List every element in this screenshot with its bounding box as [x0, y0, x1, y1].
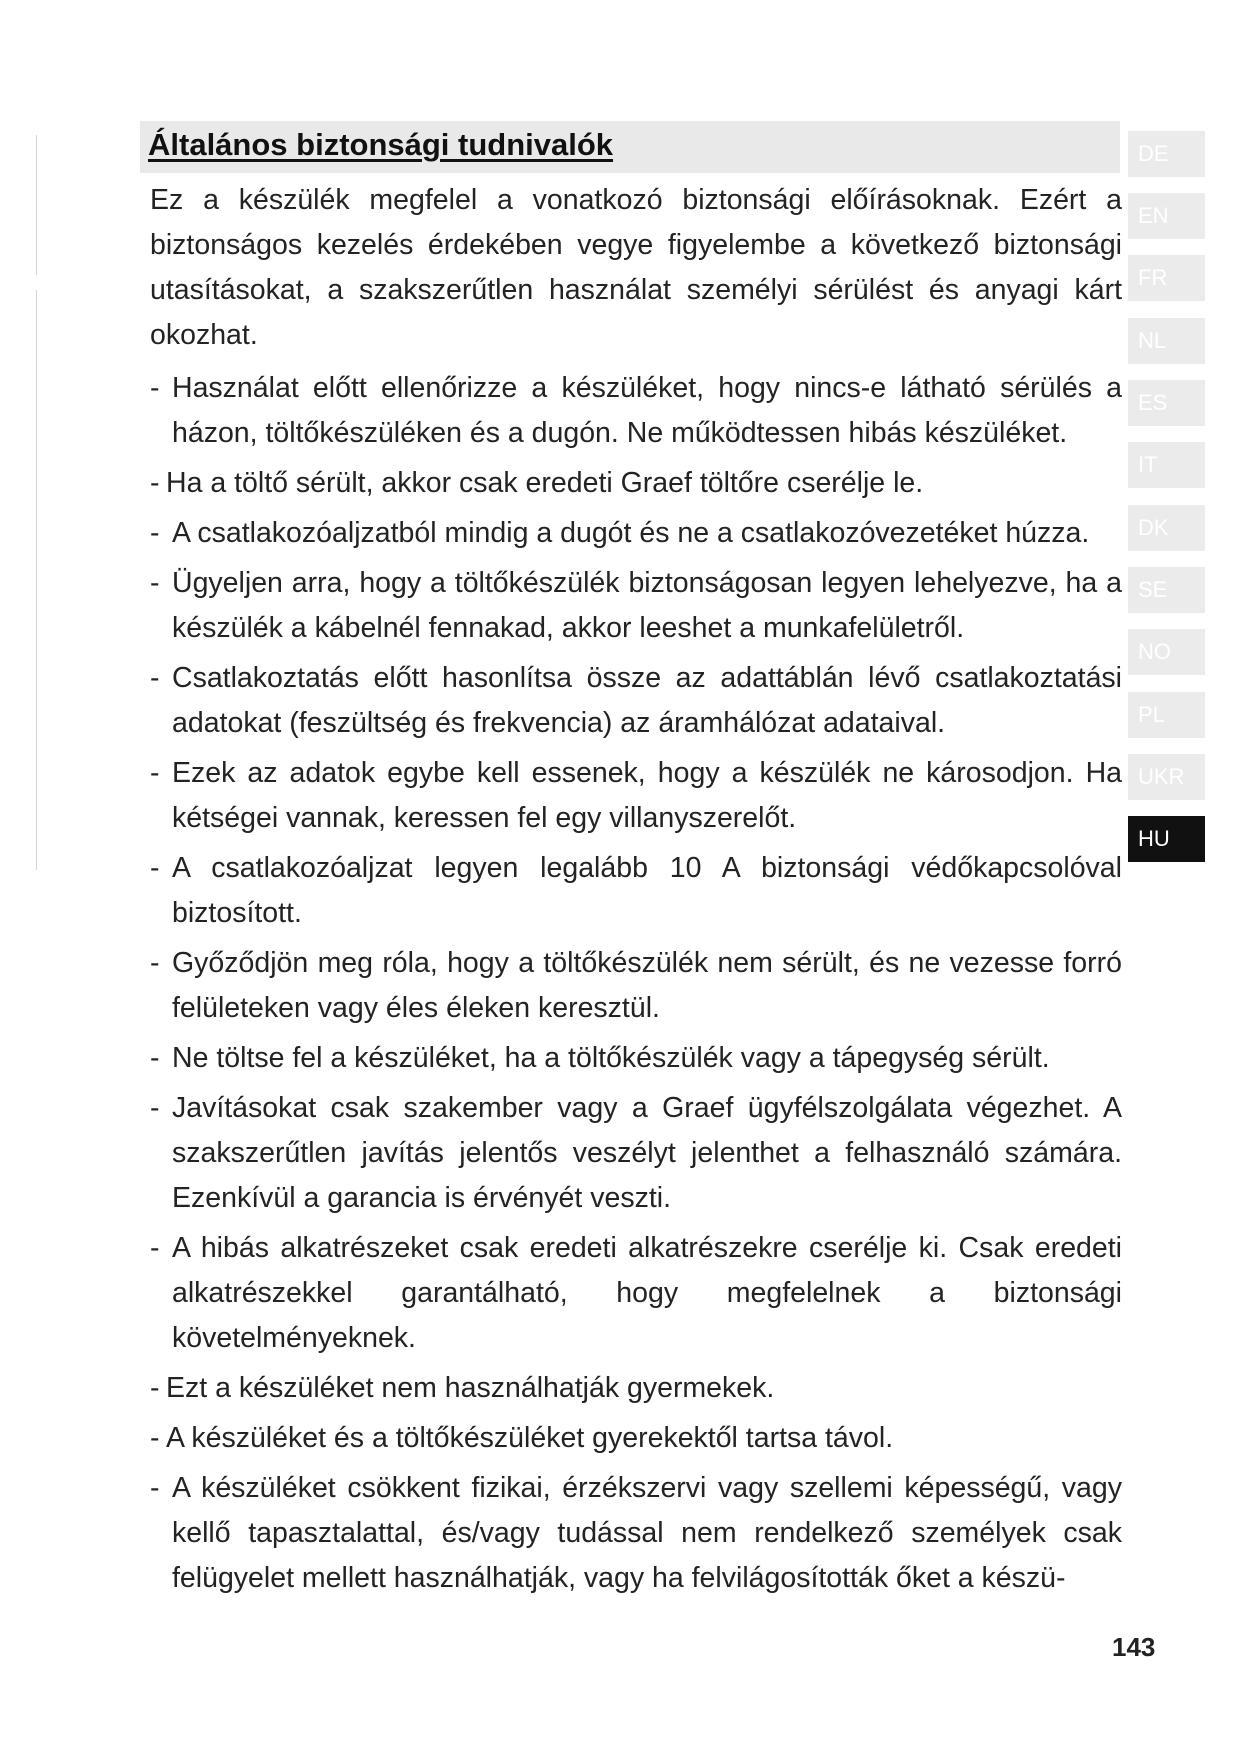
language-tab-dk: DK — [1128, 505, 1205, 551]
list-item-text: Javításokat csak szakember vagy a Graef ügyfélszolgálata végezhet. A szakszerűtlen javítás jelentős veszélyt jelenthet a felhasználó számára. Ezenkívül a garancia is érvényét veszti. — [172, 1092, 1122, 1214]
list-item — [150, 941, 1122, 1031]
list-item-text: Ezt a készüléket nem használhatják gyermekek. — [166, 1372, 775, 1404]
list-item-text: Ügyeljen arra, hogy a töltőkészülék biztonságosan legyen lehelyezve, ha a készülék a kábelnél fennakad, akkor leeshet a munkafelületről. — [172, 567, 1122, 644]
list-item — [150, 1416, 1122, 1461]
list-item-text: A csatlakozóaljzatból mindig a dugót és ne a csatlakozóvezetéket húzza. — [172, 517, 1090, 549]
language-tab-hu: HU — [1128, 816, 1205, 862]
list-item-text: Ha a töltő sérült, akkor csak eredeti Graef töltőre cserélje le. — [166, 467, 924, 499]
list-item — [150, 1226, 1122, 1361]
list-dash: - — [150, 1092, 160, 1124]
list-dash: - — [150, 1472, 160, 1504]
list-dash: - — [150, 467, 160, 499]
language-tab-se: SE — [1128, 567, 1205, 613]
section-heading-bar — [140, 121, 1120, 173]
language-tab-de: DE — [1128, 131, 1205, 177]
list-dash: - — [150, 852, 160, 884]
list-dash: - — [150, 1372, 160, 1404]
section-heading: Általános biztonsági tudnivalók — [148, 127, 614, 162]
list-item-text: A csatlakozóaljzat legyen legalább 10 A biztonsági védőkapcsolóval biztosított. — [172, 852, 1122, 929]
language-tab-ukr: UKR — [1128, 754, 1205, 800]
list-item — [150, 561, 1122, 651]
list-dash: - — [150, 372, 160, 404]
page-number: 143 — [1112, 1632, 1156, 1662]
list-item-text: Használat előtt ellenőrizze a készüléket, hogy nincs-e látható sérülés a házon, töltőkészüléken és a dugón. Ne működtessen hibás készüléket. — [172, 372, 1122, 449]
main-content — [150, 178, 1122, 1606]
language-tab-pl: PL — [1128, 692, 1205, 738]
margin-rule — [36, 290, 37, 870]
list-item — [150, 1466, 1122, 1601]
margin-rule — [36, 135, 37, 275]
list-item-text: A hibás alkatrészeket csak eredeti alkatrészekre cserélje ki. Csak eredeti alkatrészekkel garantálható, hogy megfelelnek a biztonsági követelményeknek. — [172, 1232, 1122, 1354]
list-item — [150, 846, 1122, 936]
list-item — [150, 1366, 1122, 1411]
list-item — [150, 751, 1122, 841]
language-tab-nl: NL — [1128, 318, 1205, 364]
list-dash: - — [150, 567, 160, 599]
language-tab-it: IT — [1128, 442, 1205, 488]
list-item-text: A készüléket csökkent fizikai, érzékszervi vagy szellemi képességű, vagy kellő tapasztalattal, és/vagy tudással nem rendelkező személyek csak felügyelet mellett használhatják, vagy ha felvilágosították őket a készü- — [172, 1472, 1122, 1594]
list-item-text: Csatlakoztatás előtt hasonlítsa össze az adattáblán lévő csatlakoztatási adatokat (feszültség és frekvencia) az áramhálózat adataival. — [172, 662, 1122, 739]
intro-paragraph: Ez a készülék megfelel a vonatkozó biztonsági előírásoknak. Ezért a biztonságos kezelés érdekében vegye figyelembe a következő biztonsági utasításokat, a szakszerűtlen használat személyi sérülést és anyagi kárt okozhat. — [150, 184, 1122, 351]
language-tab-no: NO — [1128, 629, 1205, 675]
list-dash: - — [150, 1232, 160, 1264]
list-item-text: Ne töltse fel a készüléket, ha a töltőkészülék vagy a tápegység sérült. — [172, 1042, 1050, 1074]
list-item — [150, 366, 1122, 456]
list-dash: - — [150, 662, 160, 694]
list-item-text: A készüléket és a töltőkészüléket gyerekektől tartsa távol. — [166, 1422, 894, 1454]
list-item — [150, 511, 1122, 556]
list-dash: - — [150, 1042, 160, 1074]
list-dash: - — [150, 947, 160, 979]
language-tab-es: ES — [1128, 380, 1205, 426]
language-tab-en: EN — [1128, 193, 1205, 239]
list-item — [150, 1036, 1122, 1081]
list-item — [150, 461, 1122, 506]
list-dash: - — [150, 757, 160, 789]
list-item-text: Ezek az adatok egybe kell essenek, hogy a készülék ne károsodjon. Ha kétségei vannak, keressen fel egy villanyszerelőt. — [172, 757, 1122, 834]
list-item-text: Győződjön meg róla, hogy a töltőkészülék nem sérült, és ne vezesse forró felületeken vagy éles éleken keresztül. — [172, 947, 1122, 1024]
list-item — [150, 1086, 1122, 1221]
list-dash: - — [150, 1422, 160, 1454]
list-dash: - — [150, 517, 160, 549]
language-tab-fr: FR — [1128, 255, 1205, 301]
list-item — [150, 656, 1122, 746]
